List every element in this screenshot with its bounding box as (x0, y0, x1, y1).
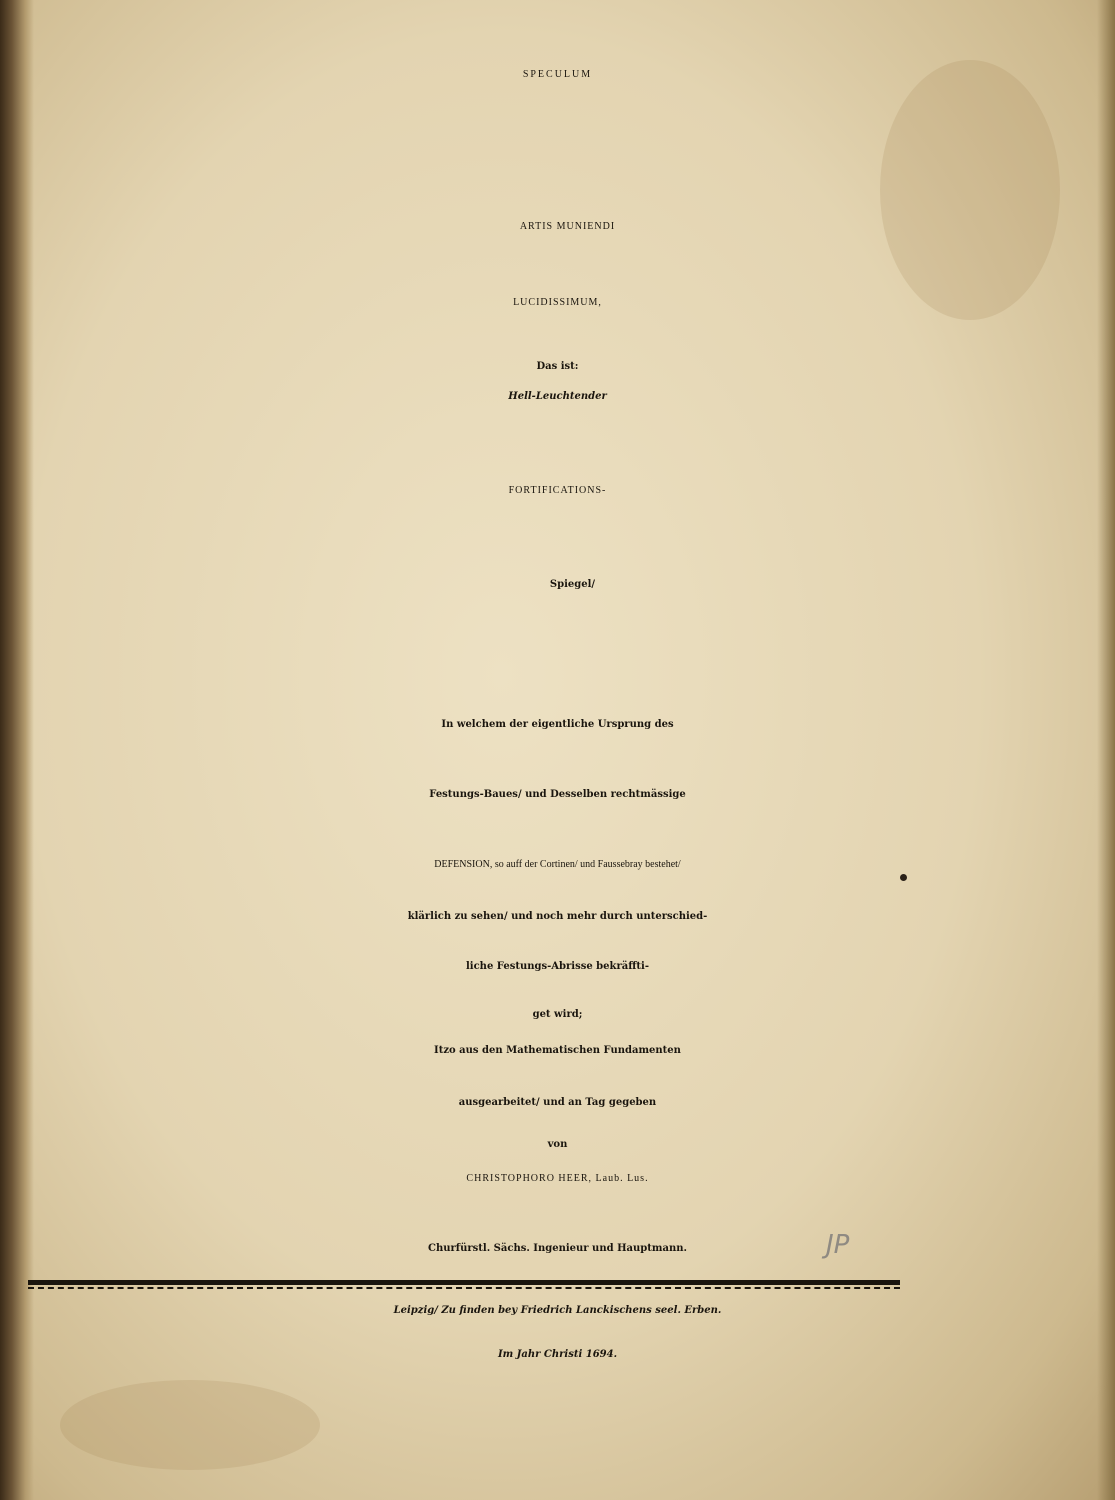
imprint-line-2: Im Jahr Christi 1694. (497, 1349, 618, 1360)
german-title-line-3: Spiegel/ (549, 579, 596, 590)
von-line: von (547, 1139, 568, 1150)
description-line: liche Festungs-Abrisse bekräffti- (465, 961, 649, 972)
divider-rule-dashed (28, 1287, 900, 1289)
subtitle-line-1: ARTIS MUNIENDI (519, 221, 616, 232)
main-title: SPECULUM (522, 69, 593, 80)
description-line: Festungs-Baues/ und Desselben rechtmässige (429, 789, 686, 800)
ink-dot (900, 874, 907, 881)
divider-rule (28, 1280, 900, 1285)
german-title-line-1: Hell-Leuchtender (508, 391, 607, 402)
author-name: CHRISTOPHORO HEER, Laub. Lus. (466, 1173, 649, 1184)
itzo-line: Itzo aus den Mathematischen Fundamenten (434, 1045, 681, 1056)
german-title-line-2: FORTIFICATIONS- (508, 485, 607, 496)
description-line: DEFENSION, so auff der Cortinen/ und Faussebray bestehet/ (434, 859, 681, 870)
description-line: In welchem der eigentliche Ursprung des (441, 719, 674, 730)
description-line: get wird; (532, 1009, 583, 1020)
ausgearbeitet-line: ausgearbeitet/ und an Tag gegeben (458, 1097, 657, 1108)
imprint-line-1: Leipzig/ Zu finden bey Friedrich Lanckischens seel. Erben. (393, 1305, 722, 1316)
pencil-note: JP (826, 1230, 850, 1260)
description-line: klärlich zu sehen/ und noch mehr durch unterschied- (407, 911, 708, 922)
subtitle-line-2: LUCIDISSIMUM, (513, 297, 602, 308)
paper-stain (880, 60, 1060, 320)
author-office: Churfürstl. Sächs. Ingenieur und Hauptmann. (428, 1243, 687, 1254)
das-ist-line: Das ist: (536, 361, 579, 372)
paper-stain (60, 1380, 320, 1470)
